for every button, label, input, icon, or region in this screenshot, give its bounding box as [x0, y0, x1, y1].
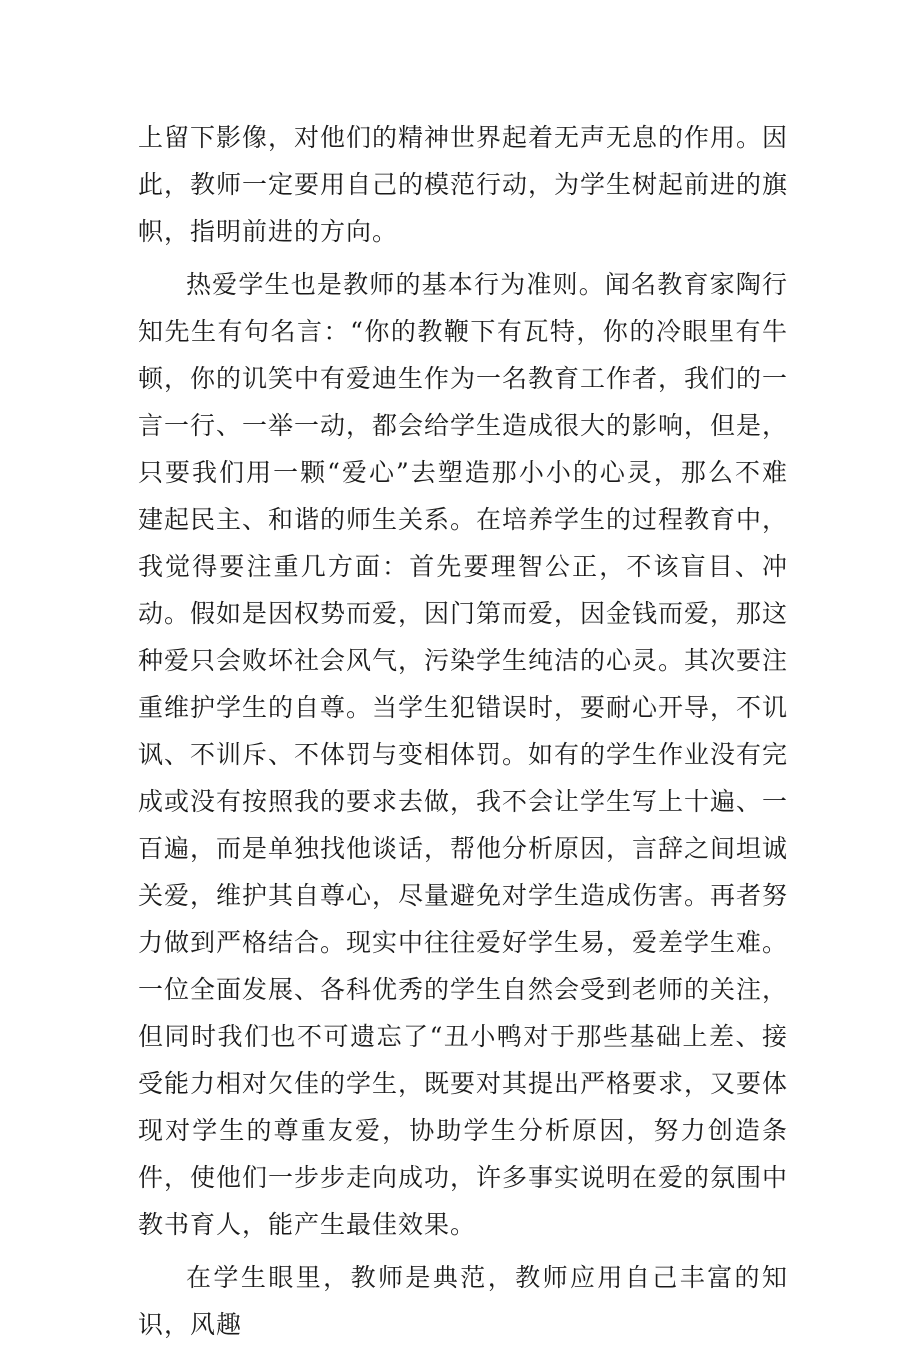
document-body [138, 114, 788, 1348]
paragraph-love-students: 热爱学生也是教师的基本行为准则。闻名教育家陶行知先生有句名言：“你的教鞭下有瓦特，你的冷眼里有牛顿，你的讥笑中有爱迪生作为一名教育工作者，我们的一言一行、一举一动，都会给学生造成很大的影响，但是，只要我们用一颗“爱心”去塑造那小小的心灵，那么不难建起民主、和谐的师生关系。在培养学生的过程教育中，我觉得要注重几方面：首先要理智公正，不该盲目、冲动。假如是因权势而爱，因门第而爱，因金钱而爱，那这种爱只会败坏社会风气，污染学生纯洁的心灵。其次要注重维护学生的自尊。当学生犯错误时，要耐心开导，不讥讽、不训斥、不体罚与变相体罚。如有的学生作业没有完成或没有按照我的要求去做，我不会让学生写上十遍、一百遍，而是单独找他谈话，帮他分析原因，言辞之间坦诚关爱，维护其自尊心，尽量避免对学生造成伤害。再者努力做到严格结合。现实中往往爱好学生易，爱差学生难。一位全面发展、各科优秀的学生自然会受到老师的关注，但同时我们也不可遗忘了“丑小鸭对于那些基础上差、接受能力相对欠佳的学生，既要对其提出严格要求，又要体现对学生的尊重友爱，协助学生分析原因，努力创造条件，使他们一步步走向成功，许多事实说明在爱的氛围中教书育人，能产生最佳效果。 [138, 270, 789, 1239]
paragraph-teacher-model: 在学生眼里，教师是典范，教师应用自己丰富的知识，风趣 [138, 1263, 788, 1339]
paragraph-continued: 上留下影像，对他们的精神世界起着无声无息的作用。因此，教师一定要用自己的模范行动，为学生树起前进的旗帜，指明前进的方向。 [138, 123, 789, 246]
